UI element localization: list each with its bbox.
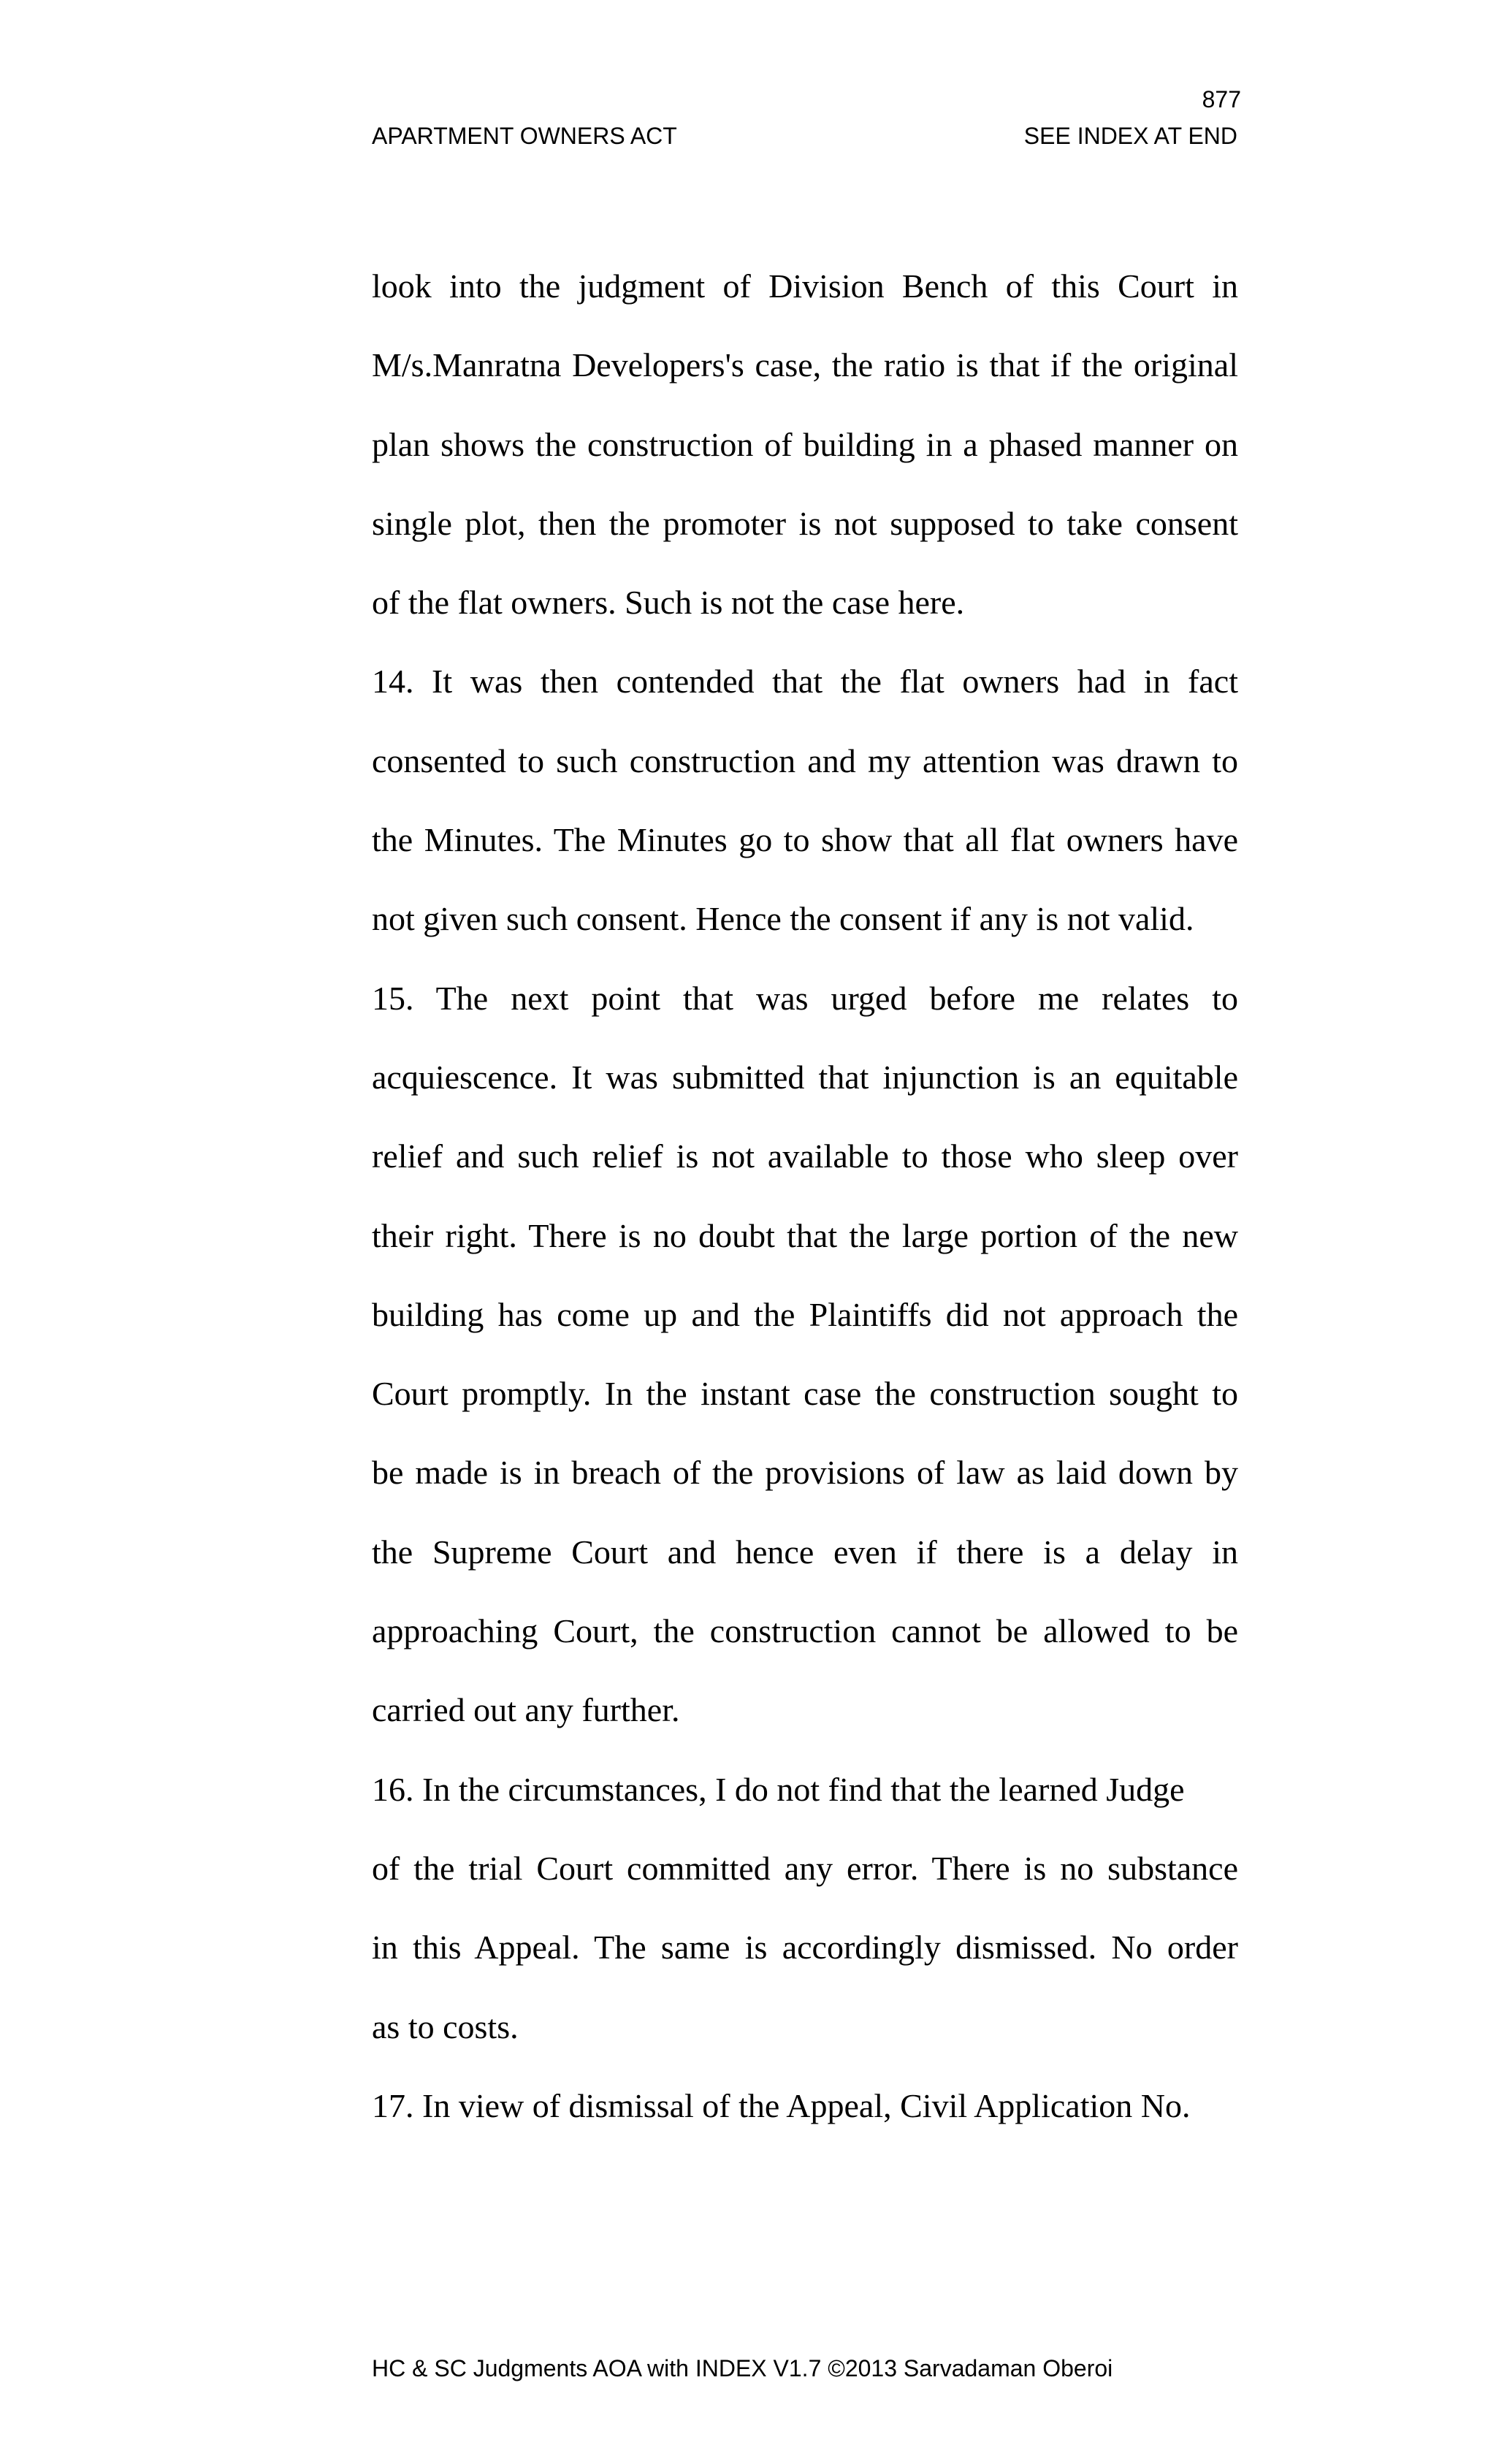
text-line: plan shows the construction of building in a phased manner on: [372, 425, 1238, 463]
text-line: single plot, then the promoter is not supposed to take consent: [372, 504, 1238, 542]
text-line: of the trial Court committed any error. There is no substance: [372, 1849, 1238, 1887]
text-line: not given such consent. Hence the consent if any is not valid.: [372, 900, 1194, 938]
text-line: of the flat owners. Such is not the case here.: [372, 584, 965, 622]
text-line: approaching Court, the construction cannot be allowed to be: [372, 1612, 1238, 1650]
running-header-title: APARTMENT OWNERS ACT: [372, 123, 677, 149]
text-line: be made is in breach of the provisions of law as laid down by: [372, 1454, 1238, 1492]
text-line: 15. The next point that was urged before me relates to: [372, 979, 1238, 1017]
judgment-body-text: [372, 264, 1238, 2163]
text-line: in this Appeal. The same is accordingly dismissed. No order: [372, 1929, 1238, 1967]
footer-credit: HC & SC Judgments AOA with INDEX V1.7 ©2013 Sarvadaman Oberoi: [372, 2355, 1113, 2381]
page-number: 877: [1202, 86, 1241, 112]
text-line: consented to such construction and my attention was drawn to: [372, 741, 1238, 779]
text-line: Court promptly. In the instant case the construction sought to: [372, 1375, 1238, 1413]
text-line: building has come up and the Plaintiffs did not approach the: [372, 1295, 1238, 1333]
text-line: look into the judgment of Division Bench of this Court in: [372, 267, 1238, 305]
text-line: as to costs.: [372, 2007, 519, 2045]
text-line: 16. In the circumstances, I do not find that the learned Judge: [372, 1770, 1185, 1808]
text-line: the Minutes. The Minutes go to show that all flat owners have: [372, 821, 1238, 859]
text-line: carried out any further.: [372, 1691, 680, 1729]
running-header-index-note: SEE INDEX AT END: [1023, 123, 1237, 149]
text-line: 14. It was then contended that the flat owners had in fact: [372, 663, 1238, 701]
text-line: the Supreme Court and hence even if there is a delay in: [372, 1533, 1238, 1571]
text-line: 17. In view of dismissal of the Appeal, Civil Application No.: [372, 2086, 1191, 2124]
text-line: relief and such relief is not available to those who sleep over: [372, 1137, 1238, 1175]
text-line: acquiescence. It was submitted that injunction is an equitable: [372, 1058, 1238, 1096]
text-line: their right. There is no doubt that the large portion of the new: [372, 1216, 1238, 1254]
text-line: M/s.Manratna Developers's case, the ratio is that if the original: [372, 346, 1238, 384]
